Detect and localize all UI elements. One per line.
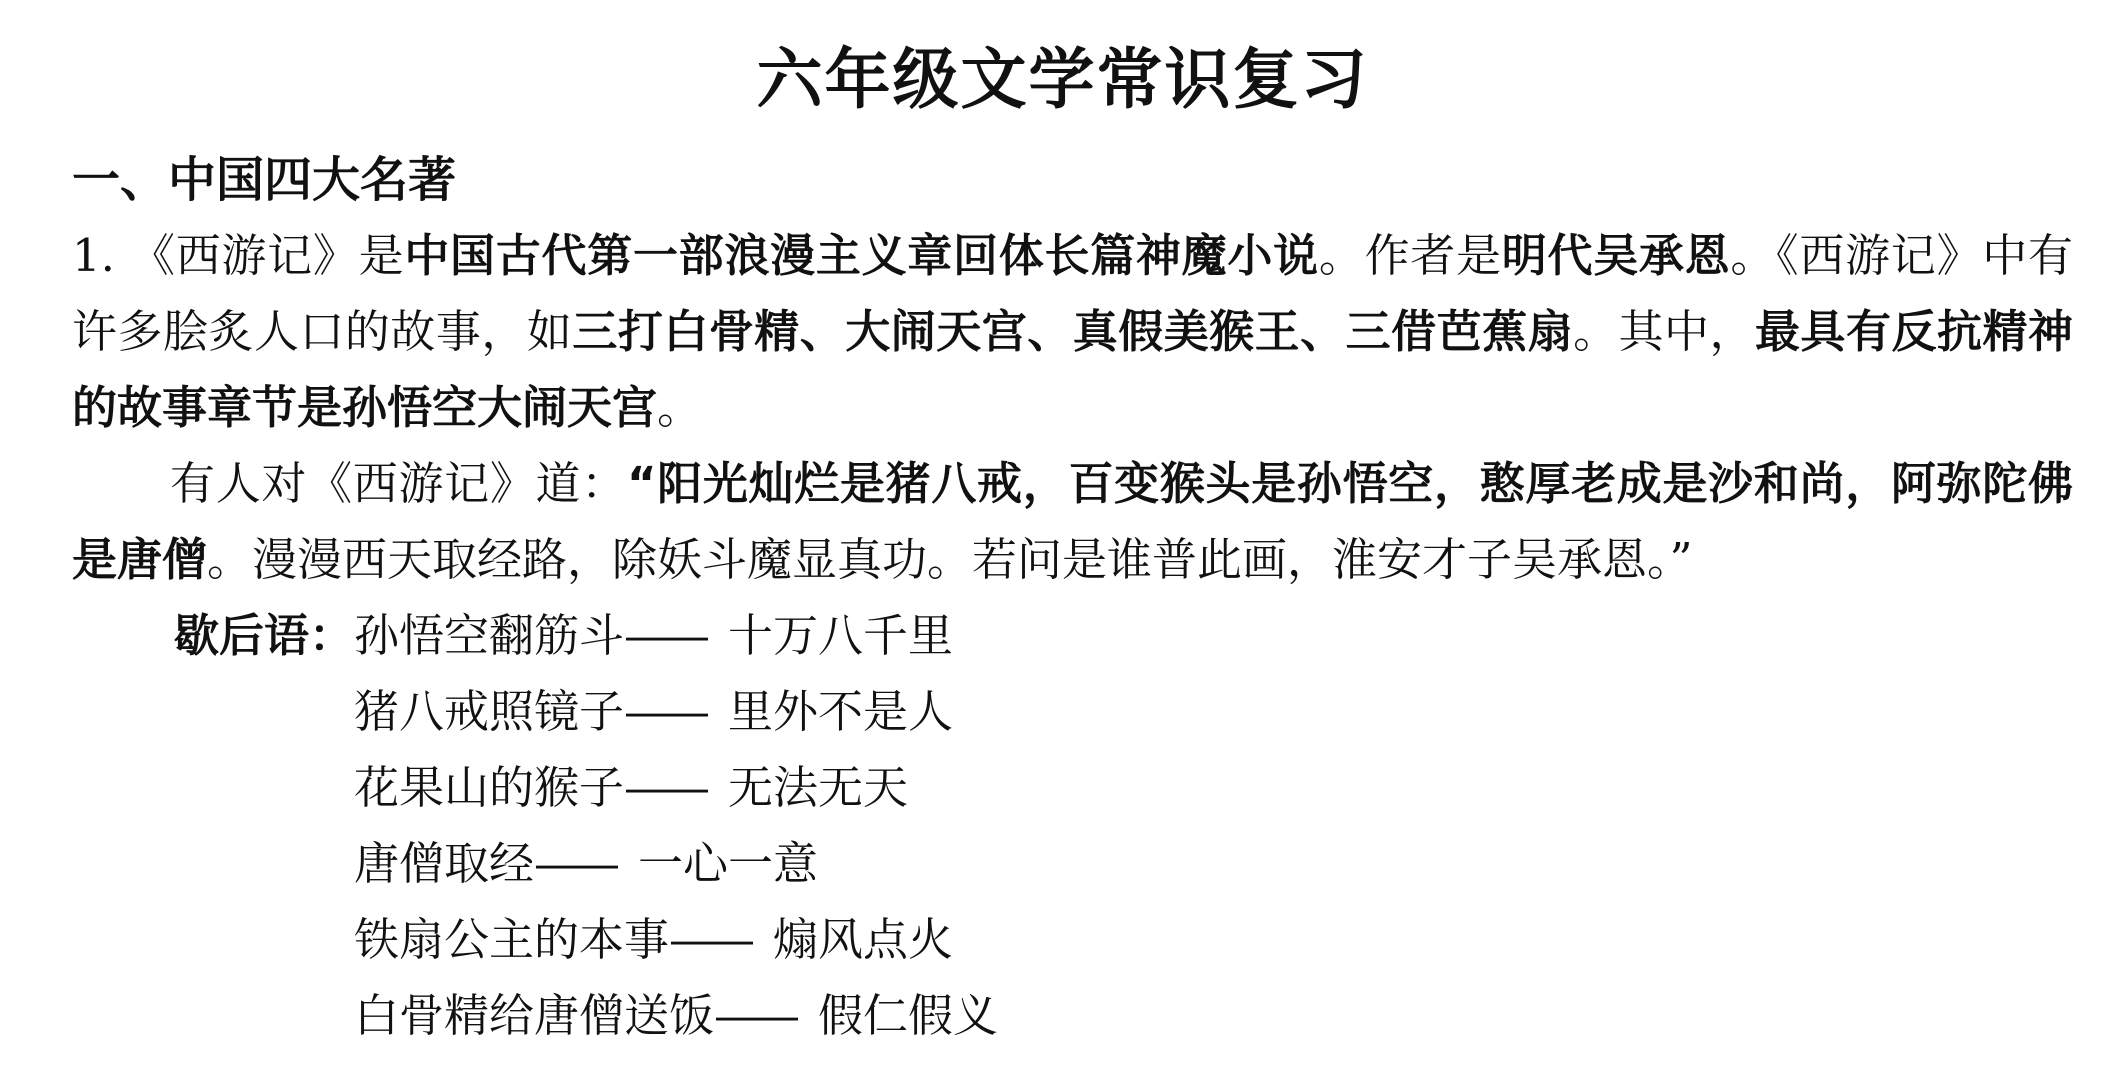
xiehouyu-item (354, 750, 998, 826)
xiehouyu-dash: —— (669, 913, 752, 966)
bold-text-run: “阳光灿烂是猪八戒，百变猴头是孙悟空，憨厚老成是沙和尚，阿弥陀佛是唐僧 (72, 457, 2073, 586)
text-run: 。 (657, 381, 703, 434)
xiehouyu-item (354, 902, 998, 978)
xiehouyu-dash: —— (624, 761, 707, 814)
xiehouyu-back: 无法无天 (728, 761, 909, 814)
xiehouyu-dash: —— (624, 609, 707, 662)
text-run: 。《西游记》中有许多脍炙人口的故事，如 (72, 229, 2073, 358)
text-run: 1. 《西游记》是 (72, 229, 405, 282)
bold-text-run: 明代吴承恩 (1501, 229, 1731, 282)
xiehouyu-front: 唐僧取经 (354, 837, 535, 890)
xiehouyu-item (354, 826, 998, 902)
xiehouyu-block (72, 598, 2073, 1054)
xiehouyu-front: 花果山的猴子 (354, 761, 625, 814)
text-run: 。漫漫西天取经路，除妖斗魔显真功。若问是谁普此画，淮安才子吴承恩。” (207, 533, 1693, 586)
xiehouyu-item (354, 978, 998, 1054)
xiehouyu-back: 一心一意 (638, 837, 819, 890)
xiehouyu-dash: —— (624, 685, 707, 738)
text-run: 。其中， (1573, 305, 1756, 358)
xiehouyu-back: 煽风点火 (773, 913, 954, 966)
xiehouyu-front: 铁扇公主的本事 (354, 913, 670, 966)
text-run: 有人对《西游记》道： (170, 457, 627, 510)
xiehouyu-front: 白骨精给唐僧送饭 (354, 989, 715, 1042)
xiehouyu-back: 假仁假义 (818, 989, 999, 1042)
paragraph-xiyouji-poem (72, 446, 2073, 598)
bold-text-run: 三打白骨精、大闹天宫、真假美猴王、三借芭蕉扇 (572, 305, 1574, 358)
xiehouyu-front: 猪八戒照镜子 (354, 685, 625, 738)
text-run: 。作者是 (1318, 229, 1502, 282)
xiehouyu-dash: —— (714, 989, 797, 1042)
xiehouyu-item (354, 674, 998, 750)
xiehouyu-label: 歇后语： (174, 609, 355, 662)
section-heading: 一、中国四大名著 (72, 152, 457, 208)
xiehouyu-list (354, 598, 998, 1054)
page-title: 六年级文学常识复习 (756, 41, 1369, 118)
bold-text-run: 中国古代第一部浪漫主义章回体长篇神魔小说 (404, 229, 1319, 282)
xiehouyu-dash: —— (534, 837, 617, 890)
paragraph-xiyouji-intro (72, 218, 2073, 446)
xiehouyu-item (354, 598, 998, 674)
bold-text-run: 最具有反抗精神的故事章节是孙悟空大闹天宫 (72, 305, 2073, 434)
xiehouyu-back: 十万八千里 (728, 609, 954, 662)
xiehouyu-back: 里外不是人 (728, 685, 954, 738)
xiehouyu-front: 孙悟空翻筋斗 (354, 609, 625, 662)
